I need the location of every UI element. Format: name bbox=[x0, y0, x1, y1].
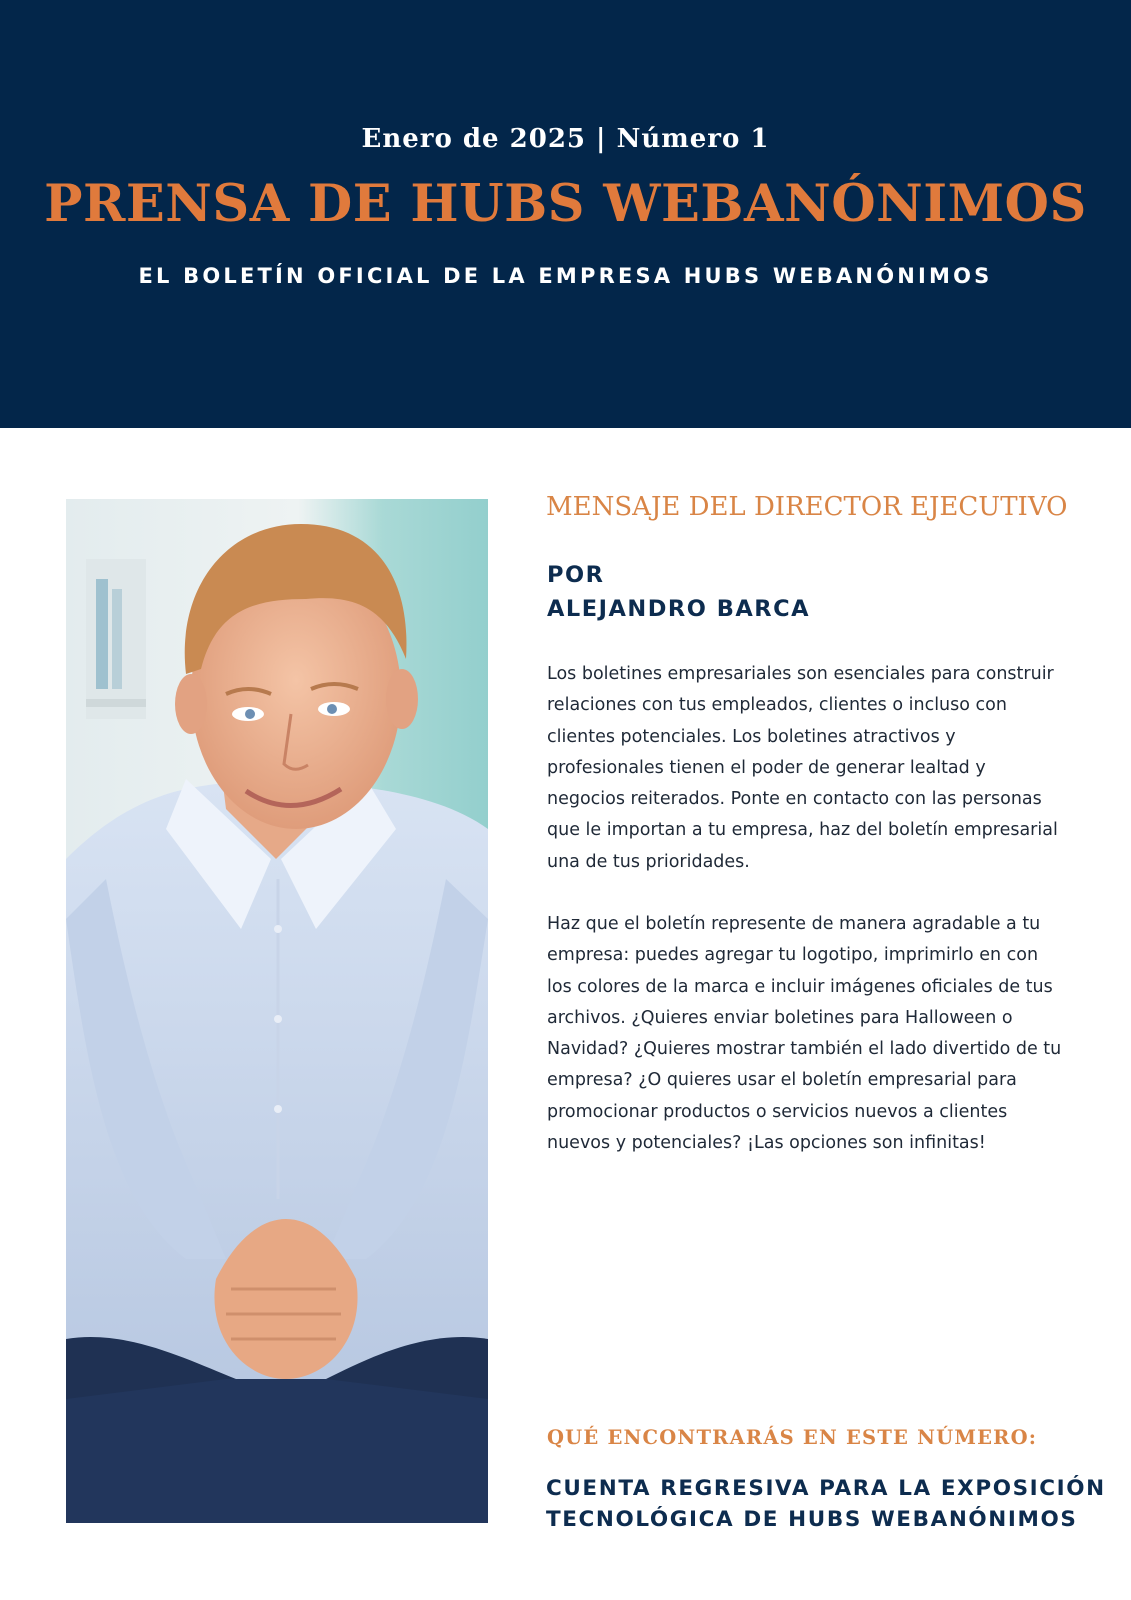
article-paragraph-1 bbox=[547, 659, 1067, 878]
paragraph-line: clientes potenciales. Los boletines atractivos y bbox=[547, 726, 956, 747]
ceo-portrait-illustration bbox=[66, 499, 488, 1523]
paragraph-line: negocios reiterados. Ponte en contacto con las personas bbox=[547, 789, 1042, 810]
article-paragraph-2 bbox=[547, 909, 1067, 1159]
contents-item-line: CUENTA REGRESIVA PARA LA EXPOSICIÓN bbox=[546, 1476, 1106, 1501]
paragraph-line: relaciones con tus empleados, clientes o incluso con bbox=[547, 695, 1007, 716]
paragraph-line: archivos. ¿Quieres enviar boletines para Halloween o bbox=[547, 1007, 1013, 1028]
contents-item bbox=[546, 1473, 1106, 1535]
article-byline bbox=[547, 558, 1067, 626]
paragraph-line: nuevos y potenciales? ¡Las opciones son infinitas! bbox=[547, 1133, 986, 1154]
newsletter-title: PRENSA DE HUBS WEBANÓNIMOS bbox=[44, 174, 1087, 234]
newsletter-header bbox=[0, 0, 1131, 428]
byline-prefix: POR bbox=[547, 562, 605, 588]
section-title: MENSAJE DEL DIRECTOR EJECUTIVO bbox=[546, 492, 1068, 522]
paragraph-line: los colores de la marca e incluir imágenes oficiales de tus bbox=[547, 976, 1053, 997]
paragraph-line: promocionar productos o servicios nuevos a clientes bbox=[547, 1101, 1008, 1122]
contents-heading: QUÉ ENCONTRARÁS EN ESTE NÚMERO: bbox=[547, 1426, 1038, 1449]
paragraph-line: empresa: puedes agregar tu logotipo, imprimirlo en con bbox=[547, 945, 1039, 966]
paragraph-line: que le importan a tu empresa, haz del boletín empresarial bbox=[547, 820, 1058, 841]
paragraph-line: una de tus prioridades. bbox=[547, 851, 750, 872]
contents-item-line: TECNOLÓGICA DE HUBS WEBANÓNIMOS bbox=[546, 1507, 1078, 1532]
paragraph-line: profesionales tienen el poder de generar lealtad y bbox=[547, 757, 986, 778]
newsletter-subtitle: EL BOLETÍN OFICIAL DE LA EMPRESA HUBS WEBANÓNIMOS bbox=[138, 264, 993, 288]
paragraph-line: empresa? ¿O quieres usar el boletín empresarial para bbox=[547, 1070, 1017, 1091]
paragraph-line: Haz que el boletín represente de manera agradable a tu bbox=[547, 914, 1041, 934]
paragraph-line: Navidad? ¿Quieres mostrar también el lado divertido de tu bbox=[547, 1039, 1062, 1060]
ceo-photo bbox=[66, 499, 488, 1523]
issue-date: Enero de 2025 | Número 1 bbox=[361, 124, 770, 154]
paragraph-line: Los boletines empresariales son esenciales para construir bbox=[547, 664, 1054, 684]
author-name: ALEJANDRO BARCA bbox=[547, 596, 811, 622]
